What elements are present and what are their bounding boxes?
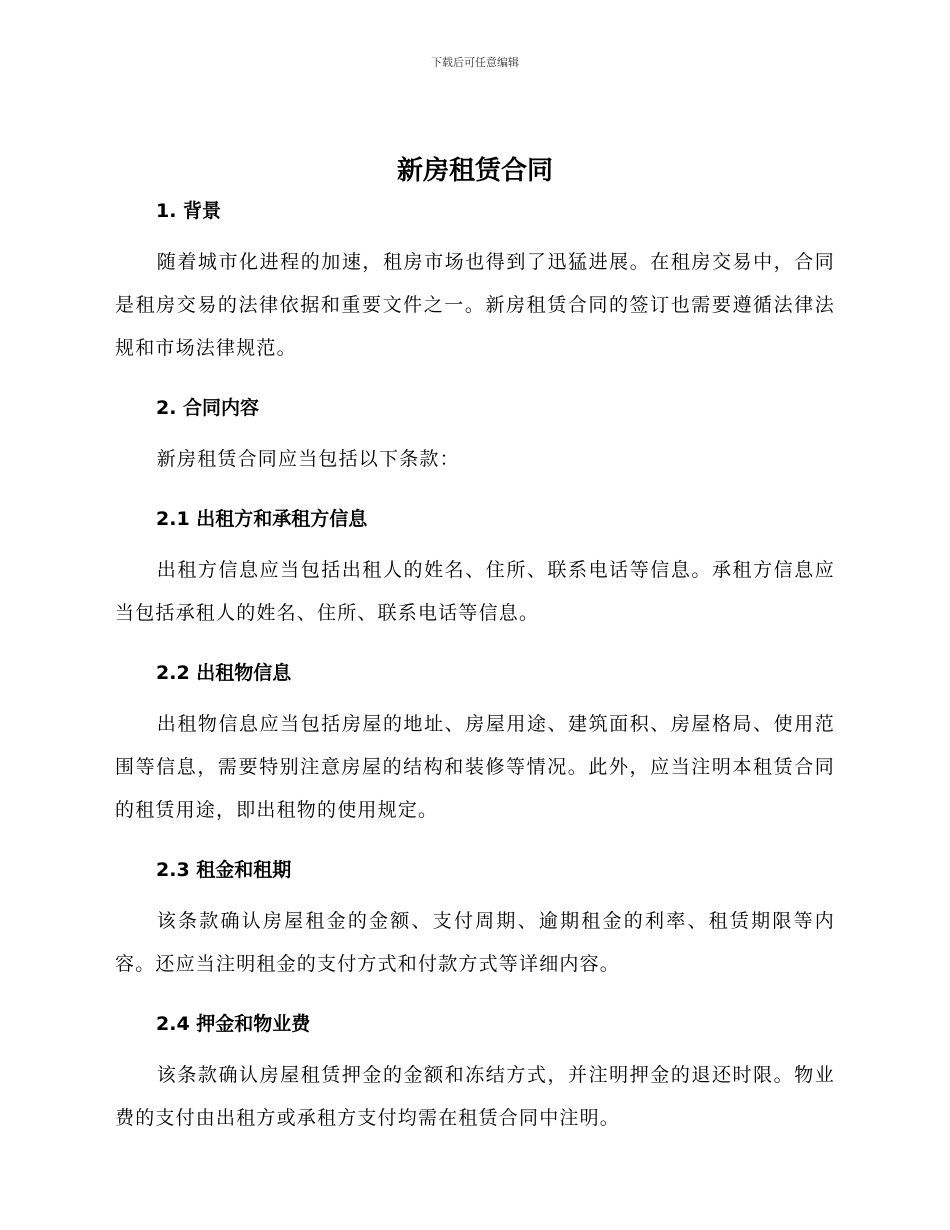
section-heading: 2.4 押金和物业费: [156, 1013, 311, 1035]
section-paragraph: 该条款确认房屋租金的金额、支付周期、逾期租金的利率、租赁期限等内容。还应当注明租金的支付方式和付款方式等详细内容。: [115, 910, 835, 975]
section-heading: 2. 合同内容: [156, 397, 260, 419]
page-title: 新房租赁合同: [396, 156, 553, 186]
document-body: [115, 195, 835, 1140]
section-heading: 2.2 出租物信息: [156, 662, 292, 684]
section-heading: 2.3 租金和租期: [156, 859, 292, 881]
section-property-info: [115, 657, 835, 832]
section-heading: 2.1 出租方和承租方信息: [156, 508, 368, 530]
section-heading: 1. 背景: [156, 200, 222, 222]
section-background: [115, 195, 835, 370]
section-paragraph: 随着城市化进程的加速，租房市场也得到了迅猛进展。在租房交易中，合同是租房交易的法律依据和重要文件之一。新房租赁合同的签订也需要遵循法律法规和市场法律规范。: [115, 251, 835, 359]
header-note: 下载后可任意编辑: [431, 56, 519, 69]
section-paragraph: 该条款确认房屋租赁押金的金额和冻结方式，并注明押金的退还时限。物业费的支付由出租方或承租方支付均需在租赁合同中注明。: [115, 1064, 835, 1129]
section-paragraph: 出租物信息应当包括房屋的地址、房屋用途、建筑面积、房屋格局、使用范围等信息，需要特别注意房屋的结构和装修等情况。此外，应当注明本租赁合同的租赁用途，即出租物的使用规定。: [115, 713, 835, 821]
section-paragraph: 新房租赁合同应当包括以下条款：: [156, 448, 460, 470]
section-paragraph: 出租方信息应当包括出租人的姓名、住所、联系电话等信息。承租方信息应当包括承租人的姓名、住所、联系电话等信息。: [115, 559, 835, 624]
section-deposit-fees: [115, 1008, 835, 1140]
section-rent-term: [115, 854, 835, 986]
section-contract-content: [115, 392, 835, 481]
section-parties-info: [115, 503, 835, 635]
